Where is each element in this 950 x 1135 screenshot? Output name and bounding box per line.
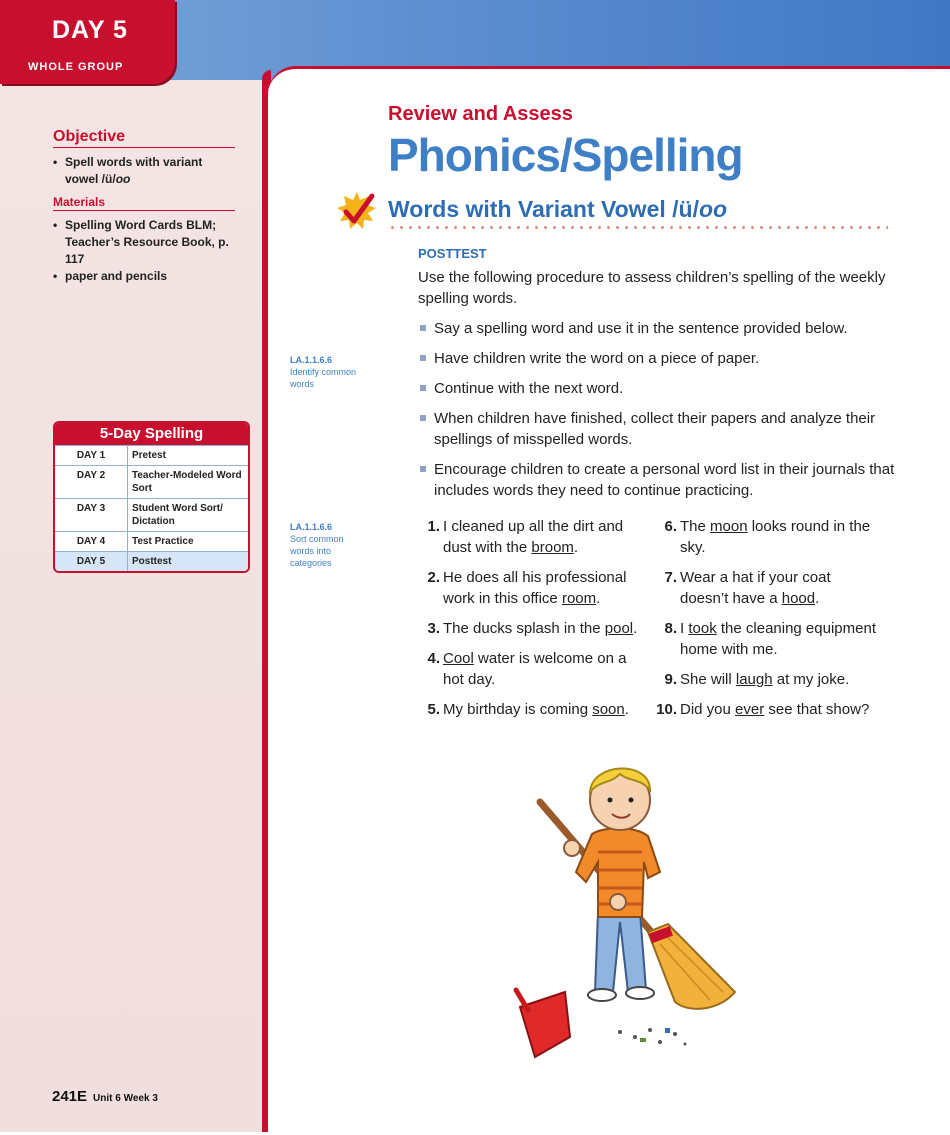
standard-note bbox=[290, 521, 360, 569]
materials-item: • paper and pencils bbox=[53, 268, 235, 285]
day-tab bbox=[0, 0, 175, 84]
checkmark-icon bbox=[336, 190, 378, 232]
schedule-activity: Posttest bbox=[128, 552, 249, 572]
schedule-activity: Pretest bbox=[128, 446, 249, 466]
standard-code: LA.1.1.6.6 bbox=[290, 355, 333, 365]
spelling-word: pool bbox=[604, 620, 634, 637]
standard-note bbox=[290, 354, 360, 390]
standard-code: LA.1.1.6.6 bbox=[290, 522, 333, 532]
sentence-text: The ducks splash in the pool. bbox=[443, 620, 638, 637]
schedule-day: DAY 4 bbox=[55, 532, 128, 552]
materials-item: • Spelling Word Cards BLM; Teacher’s Resource Book, p. 117 bbox=[53, 217, 235, 268]
posttest-heading: POSTTEST bbox=[418, 246, 487, 261]
dotted-divider bbox=[388, 226, 888, 229]
spelling-word: Cool bbox=[443, 650, 474, 667]
objective-list bbox=[53, 154, 235, 188]
spelling-word: hood bbox=[781, 590, 816, 607]
sentence-number: 6. bbox=[664, 518, 677, 535]
schedule-activity: Teacher-Modeled Word Sort bbox=[128, 466, 249, 499]
schedule-day: DAY 5 bbox=[55, 552, 128, 572]
spelling-word: moon bbox=[710, 518, 748, 535]
sentence-number: 9. bbox=[664, 671, 677, 688]
materials-heading: Materials bbox=[53, 195, 235, 211]
page-footer bbox=[52, 1088, 158, 1105]
schedule-day: DAY 3 bbox=[55, 499, 128, 532]
spelling-word: laugh bbox=[735, 671, 773, 688]
page-number: 241E bbox=[52, 1088, 88, 1105]
sentence-text: Cool water is welcome on a hot day. bbox=[443, 650, 627, 688]
schedule-activity: Student Word Sort/ Dictation bbox=[128, 499, 249, 532]
sentence-number: 2. bbox=[427, 569, 440, 586]
sentence-text: The moon looks round in the sky. bbox=[680, 518, 871, 556]
table-row bbox=[55, 466, 248, 499]
materials-list bbox=[53, 217, 235, 285]
section-kicker: Review and Assess bbox=[388, 103, 573, 125]
spelling-word: soon bbox=[592, 701, 625, 718]
posttest-intro: Use the following procedure to assess children’s spelling of the weekly spelling words. bbox=[418, 269, 886, 307]
sentence-number: 7. bbox=[664, 569, 677, 586]
sentence-text: Wear a hat if your coat doesn’t have a hood. bbox=[680, 569, 831, 607]
sentence-text: I cleaned up all the dirt and dust with the broom. bbox=[443, 518, 624, 556]
schedule-title: 5-Day Spelling bbox=[55, 423, 248, 445]
sentence-number: 8. bbox=[664, 620, 677, 637]
spelling-word: ever bbox=[735, 701, 765, 718]
table-row bbox=[55, 446, 248, 466]
table-row bbox=[55, 499, 248, 532]
day-label: DAY 5 bbox=[52, 16, 128, 44]
procedure-step: Encourage children to create a personal word list in their journals that includes words they need to continue practicing. bbox=[418, 459, 904, 501]
table-row bbox=[55, 552, 248, 572]
sentence-text: My birthday is coming soon. bbox=[443, 701, 629, 718]
sentence-number: 4. bbox=[427, 650, 440, 667]
procedure-step: Continue with the next word. bbox=[418, 378, 904, 399]
unit-label: Unit 6 Week 3 bbox=[93, 1093, 158, 1104]
boy-sweeping-illustration bbox=[510, 752, 746, 1062]
sentence-number: 3. bbox=[427, 620, 440, 637]
spelling-word: room bbox=[561, 590, 597, 607]
sentence-text: She will laugh at my joke. bbox=[680, 671, 850, 688]
schedule-activity: Test Practice bbox=[128, 532, 249, 552]
procedure-step: Say a spelling word and use it in the sentence provided below. bbox=[418, 318, 904, 339]
sentence-number: 10. bbox=[656, 701, 677, 718]
procedure-step: When children have finished, collect their papers and analyze their spellings of misspelled words. bbox=[418, 408, 904, 450]
standard-text: Identify common words bbox=[290, 367, 357, 389]
schedule-day: DAY 2 bbox=[55, 466, 128, 499]
sentence-number: 5. bbox=[427, 701, 440, 718]
schedule-day: DAY 1 bbox=[55, 446, 128, 466]
objective-heading: Objective bbox=[53, 128, 235, 148]
section-subtitle: Words with Variant Vowel /ü/oo bbox=[388, 196, 728, 222]
sentence-text: I took the cleaning equipment home with me. bbox=[680, 620, 876, 658]
procedure-step: Have children write the word on a piece of paper. bbox=[418, 348, 904, 369]
standard-text: Sort common words into categories bbox=[290, 534, 344, 568]
group-label: WHOLE GROUP bbox=[28, 61, 124, 73]
sentence-text: He does all his professional work in this office room. bbox=[443, 569, 627, 607]
sentence-number: 1. bbox=[427, 518, 440, 535]
table-row bbox=[55, 532, 248, 552]
page-title: Phonics/Spelling bbox=[388, 129, 743, 181]
schedule-table bbox=[55, 445, 248, 571]
spelling-schedule bbox=[53, 421, 250, 573]
spelling-word: broom bbox=[531, 539, 574, 556]
spelling-word: took bbox=[688, 620, 717, 637]
objective-item: • Spell words with variant vowel /ü/oo bbox=[53, 154, 235, 188]
sentence-text: Did you ever see that show? bbox=[680, 701, 870, 718]
